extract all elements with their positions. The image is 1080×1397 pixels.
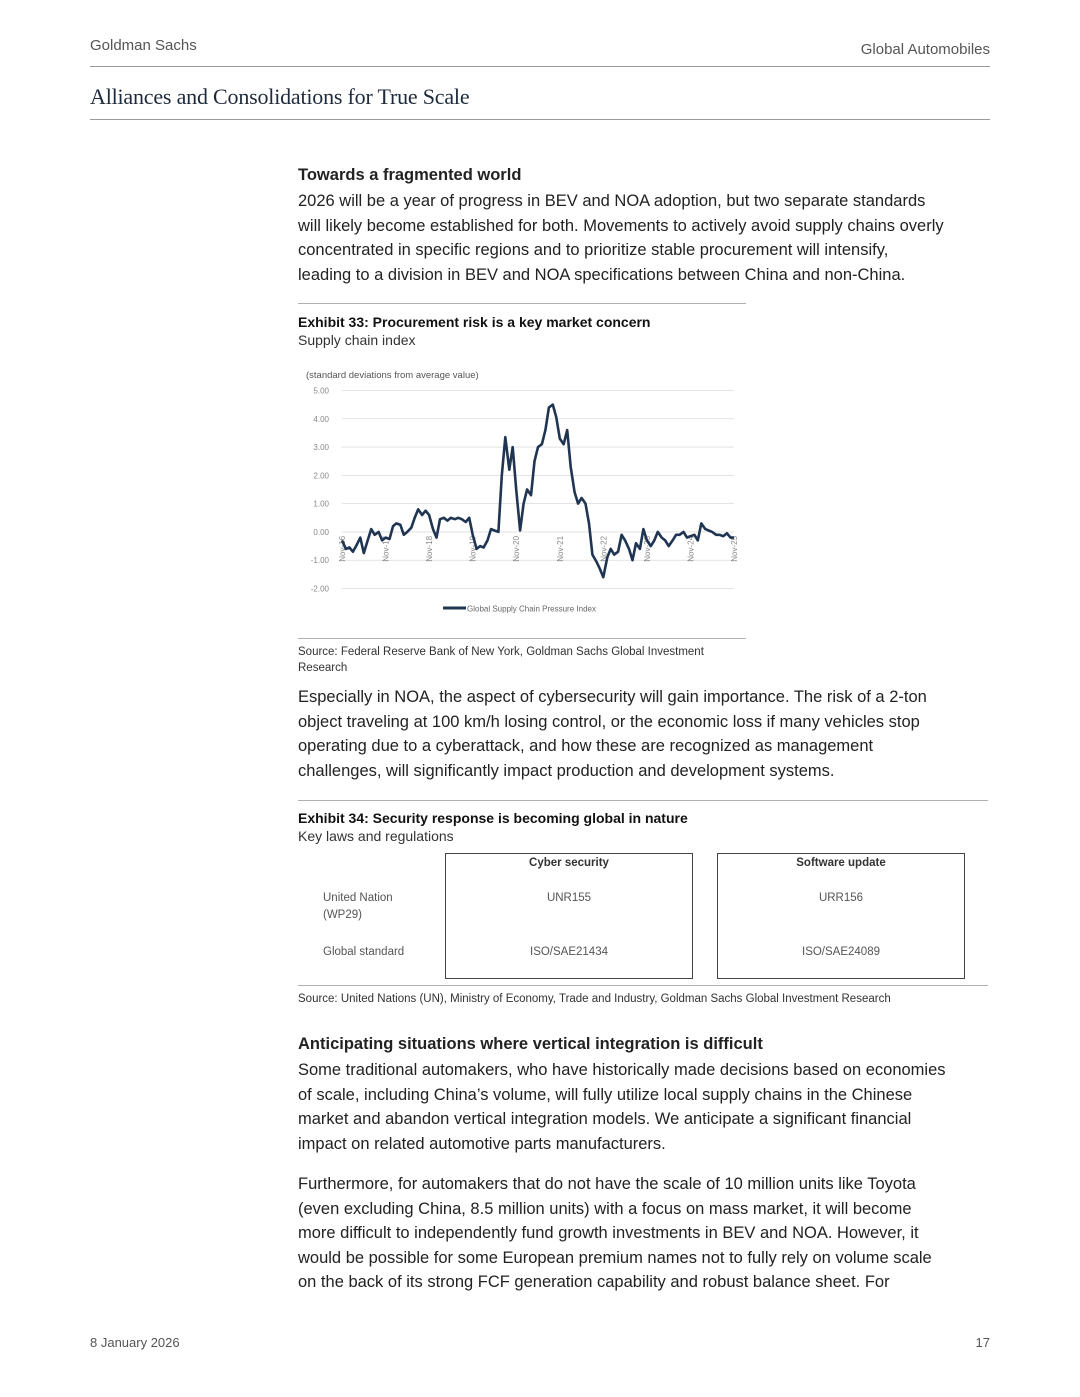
row-label-line: Global standard bbox=[323, 946, 405, 958]
row-label-line: United Nation bbox=[323, 892, 393, 904]
chart-x-ticks bbox=[338, 535, 739, 561]
cell-unr155: UNR155 bbox=[546, 892, 592, 904]
exhibit-33-title: Exhibit 33: Procurement risk is a key market concern bbox=[298, 314, 651, 330]
footer-date: 8 January 2026 bbox=[90, 1335, 180, 1350]
chart-y-tick-label: -2.00 bbox=[310, 584, 329, 594]
exhibit-33-subtitle: Supply chain index bbox=[298, 332, 416, 348]
paragraph-line: impact on related automotive parts manufacturers. bbox=[298, 1134, 666, 1153]
paragraph-line: market and abandon vertical integration models. We anticipate a significant financial bbox=[298, 1110, 912, 1129]
paragraph-line: of scale, including China’s volume, will fully utilize local supply chains in the Chinese bbox=[298, 1085, 913, 1104]
paragraph-vertical-integration bbox=[298, 1058, 990, 1156]
row-label-global-standard bbox=[323, 944, 404, 961]
exhibit-34-title: Exhibit 34: Security response is becoming global in nature bbox=[298, 810, 688, 826]
chart-x-tick-label: Nov-20 bbox=[512, 535, 522, 562]
exhibit-34-subtitle: Key laws and regulations bbox=[298, 828, 454, 844]
paragraph-line: more difficult to independently fund growth investments in BEV and NOA. However, it bbox=[298, 1224, 919, 1243]
paragraph-scale-toyota bbox=[298, 1172, 990, 1295]
exhibit-33-bottom-rule bbox=[298, 638, 746, 639]
paragraph-line: concentrated in specific regions and to prioritize stable procurement will intensify, bbox=[298, 241, 889, 260]
chart-x-tick-label: Nov-16 bbox=[338, 535, 347, 562]
paragraph-line: operating due to a cyberattack, and how these are recognized as management bbox=[298, 737, 874, 756]
exhibit-34-top-rule bbox=[298, 800, 988, 801]
cell-iso-sae21434: ISO/SAE21434 bbox=[530, 946, 608, 958]
paragraph-line: challenges, will significantly impact production and development systems. bbox=[298, 761, 835, 780]
paragraph-line: will likely become established for both. Movements to actively avoid supply chains overly bbox=[298, 216, 944, 235]
chart-y-tick-label: 2.00 bbox=[313, 471, 329, 481]
paragraph-fragmented-world bbox=[298, 189, 990, 287]
series-line-gscpi bbox=[342, 405, 734, 578]
source-line: Research bbox=[298, 662, 348, 674]
title-divider bbox=[90, 119, 990, 120]
paragraph-line: leading to a division in BEV and NOA specifications between China and non-China. bbox=[298, 265, 906, 284]
section-heading-vertical-integration: Anticipating situations where vertical integration is difficult bbox=[298, 1035, 763, 1053]
chart-x-tick-label: Nov-17 bbox=[381, 535, 391, 562]
chart-y-tick-label: 1.00 bbox=[313, 499, 329, 509]
row-label-line: (WP29) bbox=[323, 909, 362, 921]
source-line: Source: Federal Reserve Bank of New York, Goldman Sachs Global Investment bbox=[298, 646, 704, 658]
chart-x-tick-label: Nov-25 bbox=[730, 535, 739, 562]
chart-y-axis-label: (standard deviations from average value) bbox=[306, 370, 479, 381]
chart-y-tick-label: 4.00 bbox=[313, 414, 329, 424]
exhibit-33-top-rule bbox=[298, 303, 746, 304]
chart-y-tick-label: 5.00 bbox=[313, 386, 329, 396]
paragraph-line: would be possible for some European premium names not to fully rely on volume scale bbox=[298, 1248, 932, 1267]
chart-y-tick-label: 0.00 bbox=[313, 527, 329, 537]
supply-chain-chart bbox=[298, 358, 746, 623]
chart-y-tick-label: 3.00 bbox=[313, 443, 329, 453]
brand-name: Goldman Sachs bbox=[90, 37, 197, 54]
exhibit-34-source: Source: United Nations (UN), Ministry of Economy, Trade and Industry, Goldman Sachs Global Investment Research bbox=[298, 993, 891, 1005]
paragraph-cybersecurity bbox=[298, 685, 990, 783]
cell-iso-sae24089: ISO/SAE24089 bbox=[802, 946, 880, 958]
cell-urr156: URR156 bbox=[818, 892, 864, 904]
paragraph-line: 2026 will be a year of progress in BEV and NOA adoption, but two separate standards bbox=[298, 192, 926, 210]
column-header-software-update: Software update bbox=[796, 857, 886, 869]
exhibit-34-bottom-rule bbox=[298, 985, 988, 986]
row-label-united-nation bbox=[323, 890, 393, 924]
chart-y-ticks bbox=[311, 387, 330, 594]
chart-y-tick-label: -1.00 bbox=[310, 556, 329, 566]
section-name: Global Automobiles bbox=[860, 41, 990, 58]
page-title: Alliances and Consolidations for True Scale bbox=[90, 84, 470, 109]
chart-gridlines bbox=[342, 391, 734, 589]
header-divider bbox=[90, 66, 990, 67]
paragraph-line: Especially in NOA, the aspect of cybersecurity will gain importance. The risk of a 2-ton bbox=[298, 688, 927, 706]
chart-legend-label: Global Supply Chain Pressure Index bbox=[467, 604, 596, 614]
chart-x-tick-label: Nov-23 bbox=[642, 535, 652, 562]
page-number: 17 bbox=[975, 1335, 990, 1350]
column-header-cyber-security: Cyber security bbox=[529, 857, 609, 869]
column-box-cyber-security bbox=[445, 853, 693, 979]
paragraph-line: Furthermore, for automakers that do not have the scale of 10 million units like Toyota bbox=[298, 1175, 916, 1193]
paragraph-line: Some traditional automakers, who have historically made decisions based on economies bbox=[298, 1061, 946, 1079]
paragraph-line: object traveling at 100 km/h losing control, or the economic loss if many vehicles stop bbox=[298, 712, 920, 731]
exhibit-33-source bbox=[298, 644, 704, 676]
chart-x-tick-label: Nov-24 bbox=[686, 535, 696, 562]
chart-x-tick-label: Nov-21 bbox=[555, 535, 565, 562]
column-box-software-update bbox=[717, 853, 965, 979]
chart-x-tick-label: Nov-19 bbox=[468, 535, 478, 562]
section-heading-fragmented-world: Towards a fragmented world bbox=[298, 166, 522, 184]
paragraph-line: (even excluding China, 8.5 million units) with a focus on mass market, it will become bbox=[298, 1199, 912, 1218]
paragraph-line: on the back of its strong FCF generation capability and robust balance sheet. For bbox=[298, 1273, 890, 1292]
chart-x-tick-label: Nov-18 bbox=[425, 535, 435, 562]
chart-x-tick-label: Nov-22 bbox=[599, 535, 609, 562]
